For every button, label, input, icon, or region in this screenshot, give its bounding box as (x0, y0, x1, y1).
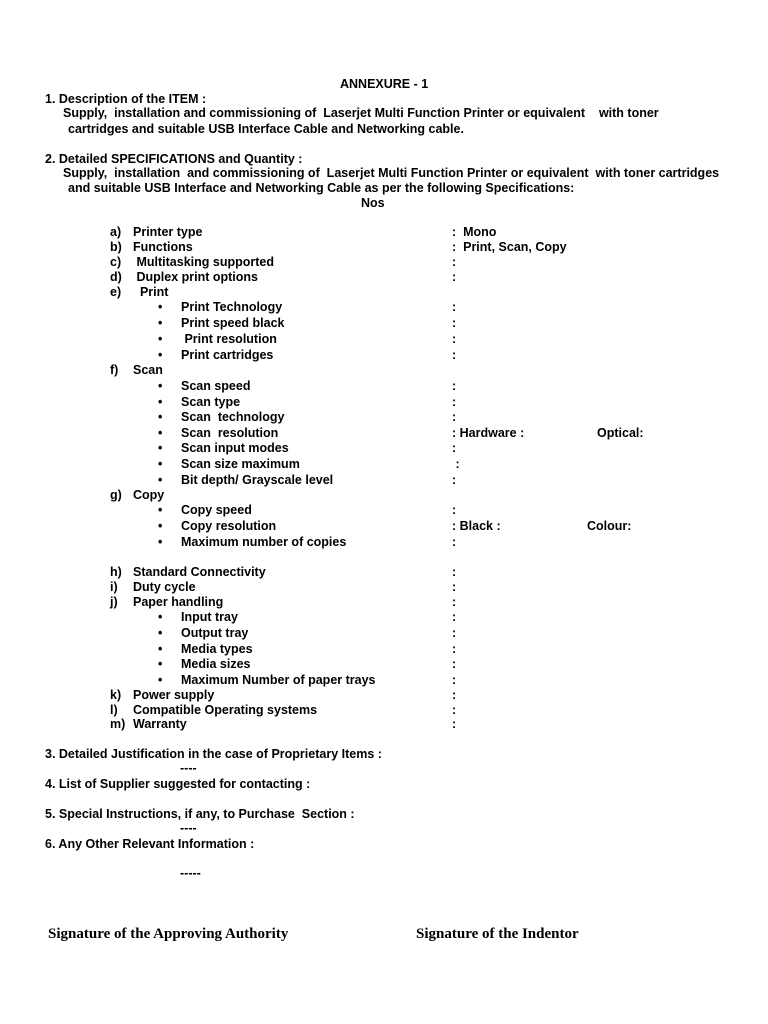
bullet-icon: • (158, 332, 163, 346)
spec-marker: l) (110, 703, 118, 717)
bullet-icon: • (158, 379, 163, 393)
section-5-dash: ---- (180, 821, 197, 835)
section-5-heading: 5. Special Instructions, if any, to Purchase Section : (45, 807, 355, 821)
page-title: ANNEXURE - 1 (340, 77, 429, 91)
bullet-icon: • (158, 519, 163, 533)
bullet-icon: • (158, 626, 163, 640)
indentor-signature-label: Signature of the Indentor (416, 926, 579, 942)
section-6-heading: 6. Any Other Relevant Information : (45, 837, 255, 851)
spec-sub-label: Scan size maximum (181, 457, 300, 471)
bullet-icon: • (158, 657, 163, 671)
spec-value: : (452, 503, 457, 517)
spec-sub-label: Scan resolution (181, 426, 279, 440)
spec-marker: d) (110, 270, 122, 284)
spec-label: Warranty (133, 717, 187, 731)
spec-value: : (452, 348, 457, 362)
spec-value: : (452, 703, 457, 717)
spec-marker: e) (110, 285, 122, 299)
spec-value: : (452, 332, 457, 346)
spec-label: Compatible Operating systems (133, 703, 318, 717)
quantity-label: Nos (361, 196, 385, 210)
spec-sub-label: Print resolution (181, 332, 277, 346)
approving-authority-signature-label: Signature of the Approving Authority (48, 926, 289, 942)
spec-label: Power supply (133, 688, 215, 702)
spec-value: : (452, 255, 457, 269)
spec-marker: b) (110, 240, 122, 254)
spec-marker: c) (110, 255, 122, 269)
spec-label: Print (133, 285, 169, 299)
section-1-heading: 1. Description of the ITEM : (45, 92, 207, 106)
section-2-heading: 2. Detailed SPECIFICATIONS and Quantity : (45, 152, 303, 166)
bullet-icon: • (158, 410, 163, 424)
spec-label: Printer type (133, 225, 203, 239)
spec-value: : (452, 457, 460, 471)
spec-value: : (452, 300, 457, 314)
section-4-heading: 4. List of Supplier suggested for contacting : (45, 777, 311, 791)
bullet-icon: • (158, 673, 163, 687)
spec-label: Copy (133, 488, 165, 502)
spec-value: : (452, 410, 457, 424)
spec-marker: f) (110, 363, 119, 377)
spec-label: Duplex print options (133, 270, 258, 284)
spec-value: : Hardware : (452, 426, 525, 440)
spec-value: : (452, 535, 457, 549)
bullet-icon: • (158, 395, 163, 409)
spec-label: Scan (133, 363, 163, 377)
spec-value: : (452, 379, 457, 393)
spec-value: : (452, 688, 457, 702)
spec-label: Paper handling (133, 595, 224, 609)
bullet-icon: • (158, 316, 163, 330)
spec-value: : (452, 673, 457, 687)
bullet-icon: • (158, 457, 163, 471)
bullet-icon: • (158, 426, 163, 440)
section-1-line-2: cartridges and suitable USB Interface Cable and Networking cable. (68, 122, 464, 136)
spec-value: : Print, Scan, Copy (452, 240, 567, 254)
bullet-icon: • (158, 441, 163, 455)
spec-sub-label: Bit depth/ Grayscale level (181, 473, 334, 487)
spec-sub-label: Maximum number of copies (181, 535, 347, 549)
spec-marker: j) (110, 595, 118, 609)
spec-marker: i) (110, 580, 118, 594)
spec-marker: m) (110, 717, 126, 731)
spec-extra-value: Colour: (587, 519, 632, 533)
spec-value: : (452, 316, 457, 330)
spec-sub-label: Copy resolution (181, 519, 277, 533)
spec-label: Standard Connectivity (133, 565, 266, 579)
spec-sub-label: Scan input modes (181, 441, 289, 455)
spec-value: : (452, 441, 457, 455)
spec-extra-value: Optical: (597, 426, 644, 440)
spec-value: : (452, 610, 457, 624)
spec-sub-label: Copy speed (181, 503, 252, 517)
spec-sub-label: Scan technology (181, 410, 285, 424)
spec-sub-label: Maximum Number of paper trays (181, 673, 376, 687)
section-3-dash: ---- (180, 761, 197, 775)
spec-sub-label: Scan speed (181, 379, 251, 393)
spec-sub-label: Print Technology (181, 300, 283, 314)
bullet-icon: • (158, 348, 163, 362)
spec-value: : (452, 395, 457, 409)
spec-label: Multitasking supported (133, 255, 274, 269)
spec-value: : (452, 580, 457, 594)
spec-value: : (452, 473, 457, 487)
section-2-line-1: Supply, installation and commissioning of Laserjet Multi Function Printer or equivalent with toner cartridges (63, 166, 720, 180)
bullet-icon: • (158, 535, 163, 549)
spec-label: Duty cycle (133, 580, 196, 594)
spec-value: : Black : (452, 519, 501, 533)
spec-sub-label: Input tray (181, 610, 238, 624)
section-6-dash: ----- (180, 866, 201, 880)
section-1-line-1: Supply, installation and commissioning of Laserjet Multi Function Printer or equivalent with toner (63, 106, 659, 120)
spec-value: : (452, 717, 457, 731)
spec-sub-label: Media sizes (181, 657, 251, 671)
spec-value: : (452, 595, 457, 609)
bullet-icon: • (158, 503, 163, 517)
bullet-icon: • (158, 300, 163, 314)
spec-marker: a) (110, 225, 122, 239)
spec-label: Functions (133, 240, 193, 254)
spec-sub-label: Scan type (181, 395, 241, 409)
section-3-heading: 3. Detailed Justification in the case of Proprietary Items : (45, 747, 382, 761)
spec-value: : (452, 657, 457, 671)
bullet-icon: • (158, 473, 163, 487)
bullet-icon: • (158, 610, 163, 624)
spec-sub-label: Print cartridges (181, 348, 274, 362)
spec-value: : (452, 270, 457, 284)
spec-value: : (452, 565, 457, 579)
spec-marker: h) (110, 565, 122, 579)
bullet-icon: • (158, 642, 163, 656)
spec-marker: g) (110, 488, 122, 502)
spec-sub-label: Print speed black (181, 316, 285, 330)
spec-sub-label: Output tray (181, 626, 249, 640)
section-2-line-2: and suitable USB Interface and Networking Cable as per the following Specifications: (68, 181, 575, 195)
spec-sub-label: Media types (181, 642, 253, 656)
spec-marker: k) (110, 688, 122, 702)
spec-value: : Mono (452, 225, 497, 239)
spec-value: : (452, 642, 457, 656)
spec-value: : (452, 626, 457, 640)
